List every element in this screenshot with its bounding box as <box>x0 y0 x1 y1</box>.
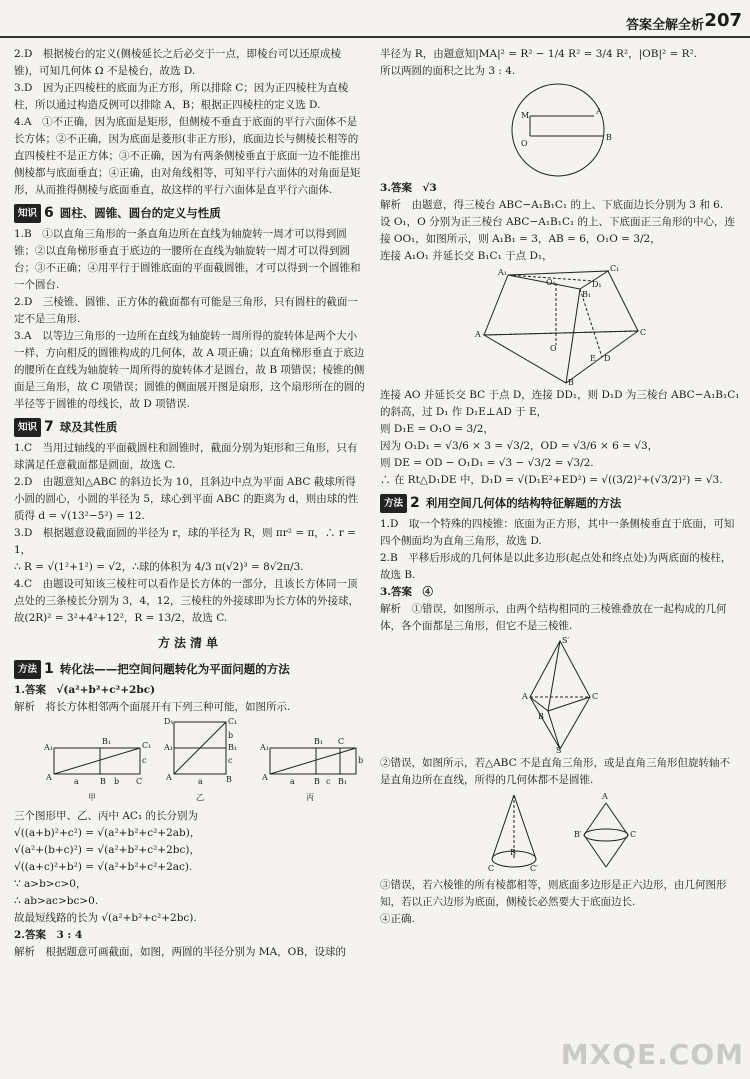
svg-text:S′: S′ <box>562 636 570 645</box>
svg-text:C₁: C₁ <box>610 265 620 273</box>
equation-line: 因为 O₁D₁ = √3/6 × 3 = √3/2，OD = √3/6 × 6 = √3， <box>380 440 659 452</box>
sphere-section-figure <box>380 80 740 180</box>
left-column <box>14 46 366 961</box>
label-jia: 甲 <box>88 793 96 802</box>
svg-text:a: a <box>74 777 79 786</box>
svg-text:a: a <box>198 777 203 786</box>
method-tag: 方法 <box>380 494 407 513</box>
answer-line: 3.答案 ④ <box>380 586 433 598</box>
section-number: 6 <box>44 205 54 221</box>
method-number: 1 <box>44 661 54 677</box>
label-yi: 乙 <box>196 793 204 802</box>
header-title: 答案全解全析 <box>625 18 704 33</box>
equation-line: √(a²+(b+c)²) = √(a²+b²+c²+2bc)， <box>14 844 200 856</box>
unfolding-figures <box>14 716 366 808</box>
svg-text:A: A <box>602 792 608 801</box>
svg-text:C: C <box>488 864 495 873</box>
svg-text:C: C <box>136 777 143 786</box>
explanation: ③错误，若六棱锥的所有棱都相等，则底面多边形是正六边形，由几何图形知，若以正六边形为底面，侧棱长必然要大于底面边长. <box>380 879 727 908</box>
explanation: 半径为 R，由题意知|MA|² = R² − 1/4 R² = 3/4 R²，|OB|² = R². <box>380 48 698 60</box>
svg-text:A: A <box>46 773 52 782</box>
explanation: 三个图形甲、乙、丙中 AC₁ 的长分别为 <box>14 810 199 822</box>
method-list-heading: 方法清单 <box>157 636 222 650</box>
svg-text:C₁: C₁ <box>228 717 238 726</box>
svg-text:E: E <box>590 354 596 363</box>
figure-jia <box>54 748 140 774</box>
page-header <box>0 0 750 44</box>
equation-line: 则 DE = OD − O₁D₁ = √3 − √3/2 = √3/2. <box>380 457 594 469</box>
section-tag: 知识 <box>14 418 41 437</box>
svg-text:C: C <box>630 830 637 839</box>
method-1-heading <box>14 660 366 679</box>
svg-text:C′: C′ <box>530 864 538 873</box>
explanation: 连接 A₁O₁ 并延长交 B₁C₁ 于点 D₁， <box>380 250 553 262</box>
svg-text:C: C <box>592 692 599 701</box>
explanation: 解析 将长方体相邻两个面展开有下列三种可能，如图所示. <box>14 701 291 713</box>
cone-figure <box>380 789 740 877</box>
equation-line: √((a+c)²+b²) = √(a²+b²+c²+2ac). <box>14 861 193 873</box>
explanation: 设 O₁，O 分别为正三棱台 ABC−A₁B₁C₁ 的上、下底面正三角形的中心，连接 OO₁，如图所示，则 A₁B₁ = 3，AB = 6，O₁O = 3/2， <box>380 216 736 245</box>
answer-3a: 3.A 以等边三角形的一边所在直线为轴旋转一周所得的旋转体是两个大小一样、方向相反的圆锥构成的几何体，故 A 项正确；以直角梯形垂直于底边的腰所在直线为轴旋转一周所得的旋转体才是圆台，故 B 项错误；棱锥的侧面是三角形，故 C 项错误；圆锥的侧面展开图是扇形，这个扇形所在的圆的半径等于圆锥的母线长，故 D 项错误. <box>14 330 365 410</box>
equation-line: 则 D₁E = O₁O = 3/2， <box>380 423 494 435</box>
answer-3d-c: 3.D 根据题意设截面圆的半径为 r，球的半径为 R，则 πr² = π，∴ r = 1， <box>14 527 356 556</box>
equation-line: √((a+b)²+c²) = √(a²+b²+c²+2ab)， <box>14 827 201 839</box>
answer-4c: 4.C 由题设可知该三棱柱可以看作是长方体的一部分，且该长方体同一顶点处的三条棱长分别为 3，4，12，三棱柱的外接球即为长方体的外接球，故(2R)² = 3²+4²+12²，R = 13/2，故选 C. <box>14 578 360 624</box>
svg-text:B₁: B₁ <box>314 737 324 746</box>
svg-text:a: a <box>290 777 295 786</box>
label-bing: 丙 <box>306 793 314 802</box>
svg-text:B₁: B₁ <box>582 290 592 299</box>
svg-text:B₁: B₁ <box>228 743 238 752</box>
section-number: 7 <box>44 419 54 435</box>
method-number: 2 <box>410 495 420 511</box>
method-title: 转化法——把空间问题转化为平面问题的方法 <box>59 662 290 676</box>
svg-text:B′: B′ <box>574 830 582 839</box>
answer-1d: 1.D 取一个特殊的四棱锥：底面为正方形，其中一条侧棱垂直于底面，可知四个侧面均为直角三角形，故选 D. <box>380 518 735 547</box>
equation-line: ∵ a>b>c>0， <box>14 878 87 890</box>
svg-text:C₁: C₁ <box>142 741 152 750</box>
svg-text:B: B <box>314 777 320 786</box>
svg-text:c: c <box>326 777 331 786</box>
frustum-figure <box>380 265 740 387</box>
svg-text:D₁: D₁ <box>592 280 602 289</box>
answer-line: 2.答案 3 : 4 <box>14 929 83 941</box>
svg-text:D₁: D₁ <box>164 717 174 726</box>
svg-text:A₁: A₁ <box>498 268 507 277</box>
svg-text:c: c <box>142 756 147 765</box>
svg-text:O: O <box>521 139 528 148</box>
method-title: 利用空间几何体的结构特征解题的方法 <box>425 496 622 510</box>
figure-bing <box>270 748 356 774</box>
svg-text:B: B <box>100 777 106 786</box>
header-rule <box>0 36 750 38</box>
svg-text:M: M <box>521 111 530 120</box>
svg-text:B₁: B₁ <box>102 737 112 746</box>
svg-text:C: C <box>338 737 345 746</box>
svg-text:A: A <box>522 692 528 701</box>
explanation: 解析 ①错误，如图所示，由两个结构相同的三棱锥叠放在一起构成的几何体，各个面都是三角形，但它不是三棱锥. <box>380 603 727 632</box>
svg-text:b: b <box>358 756 364 765</box>
double-pyramid-figure <box>380 635 740 755</box>
explanation: 故最短线路的长为 √(a²+b²+c²+2bc). <box>14 912 197 924</box>
svg-text:D: D <box>604 354 611 363</box>
svg-text:A₁: A₁ <box>44 743 53 752</box>
section-tag: 知识 <box>14 204 41 223</box>
svg-text:B: B <box>226 775 232 784</box>
svg-text:B: B <box>510 848 516 857</box>
svg-text:O₁: O₁ <box>546 278 556 287</box>
answer-2b: 2.B 平移后形成的几何体是以此多边形(起点处和终点处)为两底面的棱柱，故选 B. <box>380 552 732 581</box>
svg-text:A₁: A₁ <box>164 743 173 752</box>
explanation: ④正确. <box>380 913 415 925</box>
svg-text:B: B <box>568 378 574 387</box>
svg-text:A: A <box>262 773 268 782</box>
svg-text:B₁: B₁ <box>338 777 348 786</box>
section-7-heading <box>14 418 366 437</box>
explanation: 解析 根据题意可画截面，如图，两圆的半径分别为 MA，OB，设球的 <box>14 946 346 958</box>
svg-text:O: O <box>550 344 557 353</box>
svg-text:b: b <box>114 777 120 786</box>
method-2-heading <box>380 494 740 513</box>
svg-text:S: S <box>556 746 562 755</box>
equation-line: ∴ ab>ac>bc>0. <box>14 895 99 907</box>
answer-2d-b: 2.D 三棱锥、圆锥、正方体的截面都有可能是三角形，只有圆柱的截面一定不是三角形. <box>14 296 358 325</box>
answer-1b: 1.B ①以直角三角形的一条直角边所在直线为轴旋转一周才可以得到圆锥；②以直角梯形垂直于底边的一腰所在直线为轴旋转一周才可以得到圆台；③不正确；④用平行于圆锥底面的平面截圆锥，才可以得到一个圆锥和一个圆台. <box>14 228 361 291</box>
section-6-heading <box>14 204 366 223</box>
method-tag: 方法 <box>14 660 41 679</box>
svg-text:B: B <box>606 133 612 142</box>
svg-text:c: c <box>228 756 233 765</box>
svg-text:B: B <box>538 712 544 721</box>
answer-2d: 2.D 根据棱台的定义(侧棱延长之后必交于一点，即棱台可以还原成棱锥)，可知几何体 Ω 不是棱台，故选 D. <box>14 48 342 77</box>
svg-text:A: A <box>166 773 172 782</box>
answer-3d: 3.D 因为正四棱柱的底面为正方形，所以排除 C；因为正四棱柱为直棱柱，所以通过构造反例可以排除 A，B；根据正四棱柱的定义选 D. <box>14 82 349 111</box>
answer-line: 3.答案 √3 <box>380 182 437 194</box>
page-number: 207 <box>704 10 742 31</box>
explanation: 所以两圆的面积之比为 3 : 4. <box>380 65 516 77</box>
equation-line: ∴ 在 Rt△D₁DE 中，D₁D = √(D₁E²+ED²) = √((3/2)²+(√3/2)²) = √3. <box>380 474 723 486</box>
equation-line: ∴ R = √(1²+1²) = √2，∴球的体积为 4/3 π(√2)³ = 8√2π/3. <box>14 561 304 573</box>
right-column <box>380 46 740 928</box>
svg-text:A₁: A₁ <box>260 743 269 752</box>
figure-yi <box>174 722 226 774</box>
section-title: 圆柱、圆锥、圆台的定义与性质 <box>59 206 221 220</box>
svg-text:A: A <box>596 107 602 116</box>
answer-line: 1.答案 √(a²+b²+c²+2bc) <box>14 684 156 696</box>
svg-text:C: C <box>640 328 647 337</box>
site-watermark: MXQE.COM <box>560 1038 744 1071</box>
answer-4a: 4.A ①不正确，因为底面是矩形，但侧棱不垂直于底面的平行六面体不是长方体；②不正确，因为底面是菱形(非正方形)，底面边长与侧棱长相等的直四棱柱不是正方体；③不正确，因为有两条侧棱垂直于底面一边不能推出侧棱都与底面垂直；④正确，由对角线相等，可知平行六面体的对角面是矩形，从而推得侧棱与底面垂直，故这样的平行六面体是直平行六面体. <box>14 116 361 196</box>
svg-text:b: b <box>228 731 234 740</box>
section-title: 球及其性质 <box>59 420 118 434</box>
answer-2d-c: 2.D 由题意知△ABC 的斜边长为 10，且斜边中点为平面 ABC 截球所得小圆的圆心，小圆的半径为 5，球心到平面 ABC 的距离为 d，则由球的性质得 d = √(13²−5²) = 12. <box>14 476 359 522</box>
svg-text:A: A <box>475 330 481 339</box>
explanation: 连接 AO 并延长交 BC 于点 D，连接 DD₁，则 D₁D 为三棱台 ABC−A₁B₁C₁ 的斜高，过 D₁ 作 D₁E⊥AD 于 E， <box>380 389 740 418</box>
explanation: ②错误，如图所示，若△ABC 不是直角三角形，或是直角三角形但旋转轴不是直角边所在直线，所得的几何体都不是圆锥. <box>380 757 730 786</box>
answer-1c: 1.C 当用过轴线的平面截圆柱和圆锥时，截面分别为矩形和三角形，只有球满足任意截面都是圆面，故选 C. <box>14 442 358 471</box>
explanation: 解析 由题意，得三棱台 ABC−A₁B₁C₁ 的上、下底面边长分别为 3 和 6. <box>380 199 724 211</box>
